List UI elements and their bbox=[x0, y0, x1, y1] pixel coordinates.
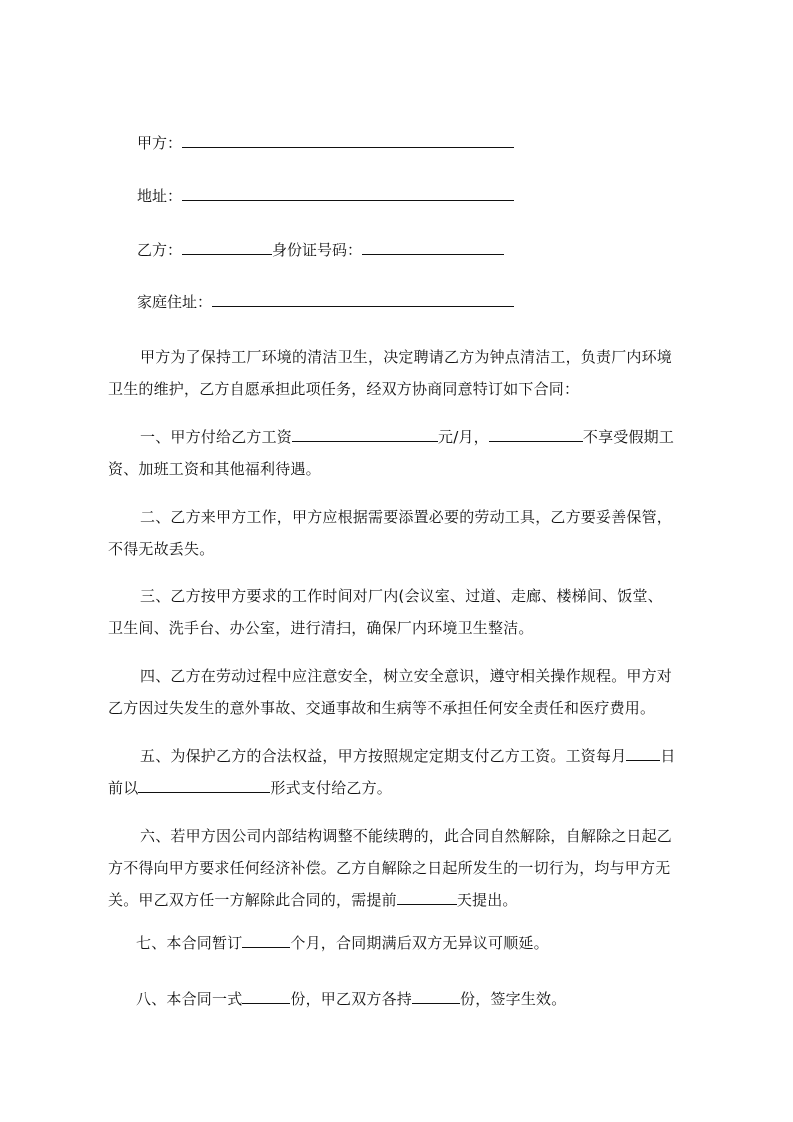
party-a-label: 甲方： bbox=[137, 134, 183, 152]
address-blank[interactable] bbox=[182, 184, 514, 201]
clause-1 bbox=[108, 421, 708, 485]
clause-6-line-3a: 关。甲乙双方任一方解除此合同的，需提前 bbox=[108, 891, 397, 909]
clause-1-part-1: 一、甲方付给乙方工资 bbox=[140, 428, 293, 446]
id-number-blank[interactable] bbox=[362, 238, 504, 255]
party-b-blank[interactable] bbox=[182, 238, 272, 255]
home-address-row bbox=[137, 290, 514, 312]
clause-3-line-1: 三、乙方按甲方要求的工作时间对厂内(会议室、过道、走廊、楼梯间、饭堂、 bbox=[140, 587, 663, 605]
clause-8 bbox=[108, 983, 708, 1015]
clause-4-line-1: 四、乙方在劳动过程中应注意安全，树立安全意识，遵守相关操作规程。甲方对 bbox=[140, 667, 673, 685]
intro-paragraph bbox=[108, 341, 708, 405]
clause-5-part-2: 日 bbox=[660, 747, 676, 765]
clause-1-line-2: 资、加班工资和其他福利待遇。 bbox=[108, 460, 321, 478]
clause-6-line-1: 六、若甲方因公司内部结构调整不能续聘的，此合同自然解除，自解除之日起乙 bbox=[140, 827, 673, 845]
home-address-blank[interactable] bbox=[212, 290, 514, 307]
clause-6-line-3 bbox=[108, 884, 708, 916]
clause-6-line-3b: 天提出。 bbox=[456, 891, 518, 909]
clause-6-line-2: 方不得向甲方要求任何经济补偿。乙方自解除之日起所发生的一切行为，均与甲方无 bbox=[108, 859, 671, 877]
pay-method-blank[interactable] bbox=[138, 776, 270, 793]
clause-1-part-3: 不享受假期工 bbox=[582, 428, 675, 446]
clause-7 bbox=[108, 927, 708, 959]
clause-2-line-1: 二、乙方来甲方工作，甲方应根据需要添置必要的劳动工具，乙方要妥善保管， bbox=[140, 508, 673, 526]
notice-days-blank[interactable] bbox=[397, 888, 457, 905]
clause-1-line-1 bbox=[108, 421, 708, 453]
clause-7-part-2: 个月，合同期满后双方无异议可顺延。 bbox=[290, 934, 549, 952]
clause-8-part-3: 份，签字生效。 bbox=[460, 990, 567, 1008]
address-row bbox=[137, 184, 514, 206]
copies-total-blank[interactable] bbox=[242, 987, 290, 1004]
copies-each-blank[interactable] bbox=[412, 987, 460, 1004]
clause-8-line bbox=[108, 983, 708, 1015]
salary-blank[interactable] bbox=[292, 425, 438, 442]
intro-line-1: 甲方为了保持工厂环境的清洁卫生，决定聘请乙方为钟点清洁工，负责厂内环境 bbox=[140, 348, 673, 366]
clause-5-line-1 bbox=[108, 740, 708, 772]
clause-5-part-1: 五、为保护乙方的合法权益，甲方按照规定定期支付乙方工资。工资每月 bbox=[140, 747, 627, 765]
party-b-row bbox=[137, 238, 504, 260]
home-address-label: 家庭住址： bbox=[137, 293, 213, 311]
clause-6 bbox=[108, 820, 708, 916]
clause-2-line-2: 不得无故丢失。 bbox=[108, 540, 215, 558]
party-a-row bbox=[137, 131, 514, 153]
clause-4 bbox=[108, 660, 708, 724]
salary-note-blank[interactable] bbox=[489, 425, 583, 442]
clause-5-line-2b: 形式支付给乙方。 bbox=[270, 779, 393, 797]
clause-3 bbox=[108, 580, 708, 644]
pay-day-blank[interactable] bbox=[626, 744, 660, 761]
clause-3-line-2: 卫生间、洗手台、办公室，进行清扫，确保厂内环境卫生整洁。 bbox=[108, 619, 534, 637]
clause-7-part-1: 七、本合同暂订 bbox=[136, 934, 243, 952]
party-a-blank[interactable] bbox=[182, 131, 514, 148]
clause-4-line-2: 乙方因过失发生的意外事故、交通事故和生病等不承担任何安全责任和医疗费用。 bbox=[108, 699, 656, 717]
party-b-label: 乙方： bbox=[137, 241, 183, 259]
intro-line-2: 卫生的维护，乙方自愿承担此项任务，经双方协商同意特订如下合同： bbox=[108, 380, 580, 398]
clause-5-line-2a: 前以 bbox=[108, 779, 139, 797]
clause-1-part-2: 元/月， bbox=[438, 428, 489, 446]
address-label: 地址： bbox=[137, 187, 183, 205]
clause-5-line-2 bbox=[108, 772, 708, 804]
term-months-blank[interactable] bbox=[242, 931, 290, 948]
clause-7-line bbox=[108, 927, 708, 959]
clause-8-part-2: 份，甲乙双方各持 bbox=[290, 990, 413, 1008]
clause-5 bbox=[108, 740, 708, 804]
clause-8-part-1: 八、本合同一式 bbox=[136, 990, 243, 1008]
id-label: 身份证号码： bbox=[272, 241, 363, 259]
clause-2 bbox=[108, 501, 708, 565]
